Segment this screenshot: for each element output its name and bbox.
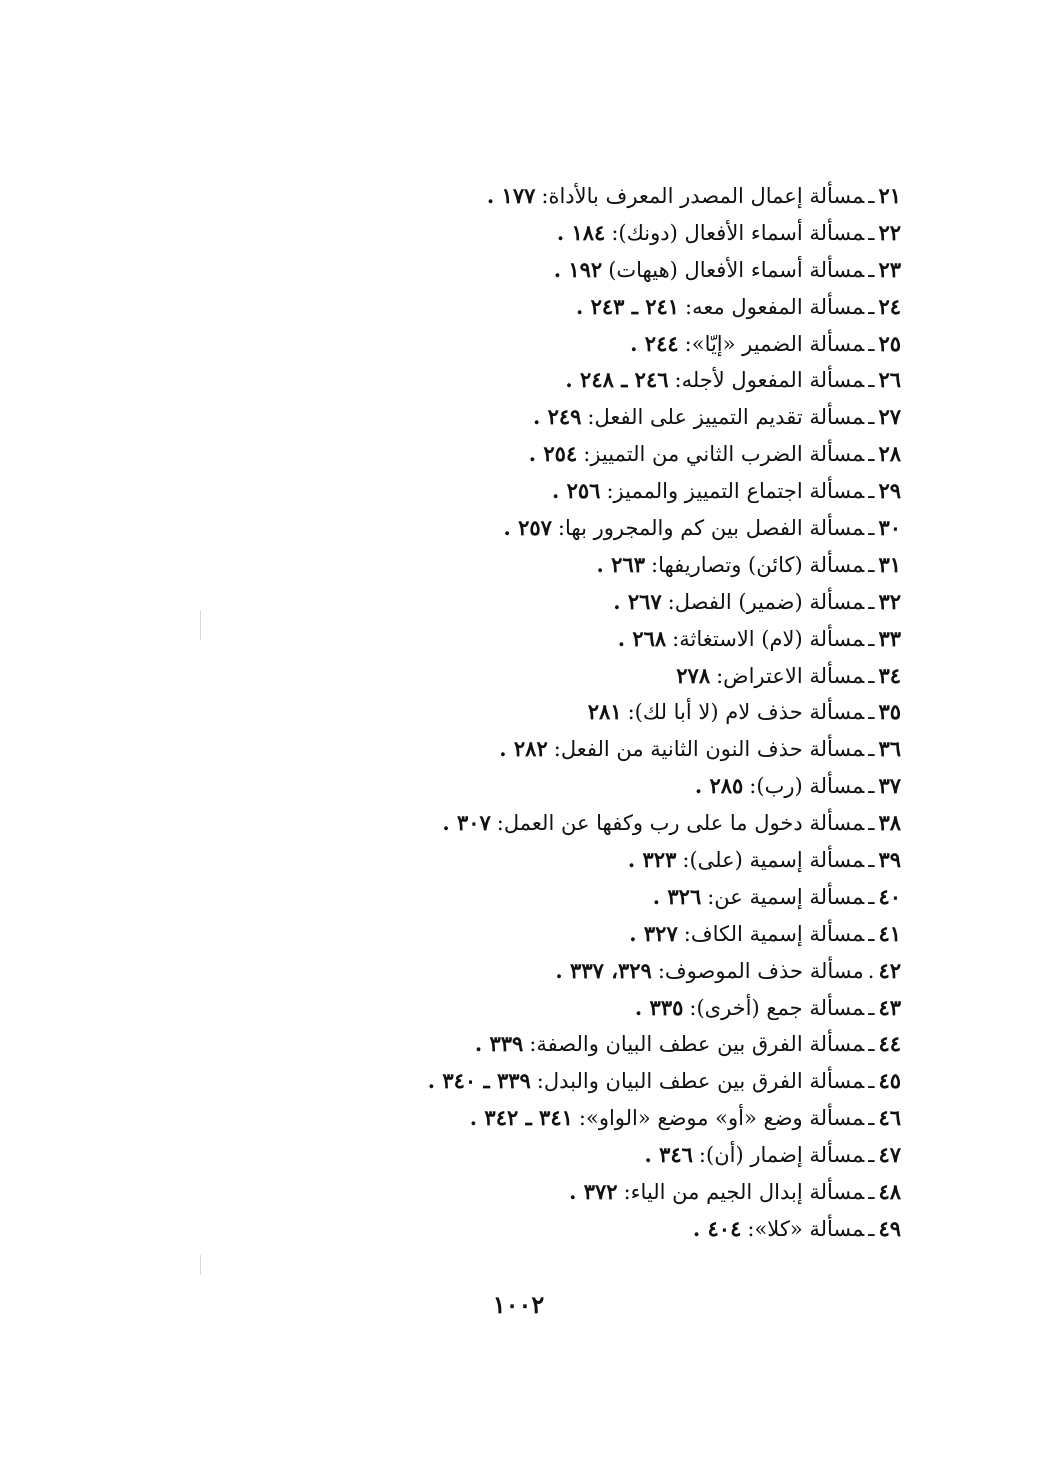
list-item (141, 215, 901, 252)
entry-title: مسألة (رب): (749, 774, 865, 799)
entry-pages: ٢٤١ ـ ٢٤٣ . (575, 293, 680, 319)
entry-separator: ـ (868, 294, 875, 319)
entry-title: مسألة «كلا»: (747, 1216, 865, 1241)
entry-number: ٣١ (878, 551, 901, 577)
entry-pages: ٣٣٩ . (474, 1031, 524, 1057)
entry-pages: ٤٠٤ . (692, 1215, 742, 1241)
entry-pages: ٣٠٧ . (442, 810, 491, 836)
entry-number: ٣٧ (878, 773, 901, 799)
entry-number: ٣٨ (878, 810, 901, 836)
entry-number: ٤١ (878, 920, 901, 946)
entry-number: ٢١ (878, 183, 901, 208)
list-item (141, 842, 901, 879)
entry-pages: ٢٤٤ . (630, 330, 679, 356)
list-item (141, 1026, 901, 1063)
entry-separator: ـ (868, 589, 875, 614)
entry-pages: ٣٢٣ . (627, 847, 677, 873)
entry-title: مسألة اجتماع التمييز والمميز: (606, 479, 865, 504)
list-item (141, 1137, 901, 1174)
entry-separator: ـ (868, 405, 875, 430)
entry-pages: ١٩٢ . (553, 256, 603, 282)
entry-pages: ٣٤٦ . (644, 1142, 693, 1168)
entry-pages: ٢٤٩ . (532, 404, 582, 430)
list-item (141, 658, 901, 695)
scan-margin-mark (200, 610, 201, 640)
list-item (141, 584, 901, 621)
entry-separator: ـ (868, 368, 875, 393)
entry-title: مسألة (ضمير) الفصل: (667, 589, 865, 614)
entry-separator: ـ (868, 479, 875, 504)
list-item (141, 399, 901, 436)
entry-title: مسألة الفرق بين عطف البيان والصفة: (529, 1032, 865, 1057)
list-item (141, 252, 901, 289)
entry-number: ٤٤ (878, 1031, 901, 1057)
entry-number: ٣٣ (878, 625, 901, 651)
entry-separator: . (867, 958, 875, 983)
entry-separator: ـ (868, 811, 875, 836)
list-item (141, 362, 901, 399)
entry-pages: ٣٢٦ . (652, 883, 702, 909)
entry-separator: ـ (868, 626, 875, 651)
entry-number: ٣٦ (878, 736, 901, 762)
scan-margin-mark (200, 1255, 201, 1275)
page-number: ١٠٠٢ (492, 1290, 545, 1319)
entry-title: مسألة إسمية عن: (707, 884, 865, 909)
entry-pages: ٣٣٩ ـ ٣٤٠ . (427, 1068, 531, 1094)
entry-pages: ١٧٧ . (486, 183, 536, 208)
entry-number: ٢٨ (878, 441, 901, 467)
entry-separator: ـ (868, 737, 875, 762)
entry-title: مسألة وضع «أو» موضع «الواو»: (578, 1106, 865, 1131)
entry-title: مسألة الفرق بين عطف البيان والبدل: (536, 1069, 865, 1094)
entry-separator: ـ (868, 995, 875, 1020)
list-item (141, 289, 901, 326)
entry-title: مسألة أسماء الأفعال (هيهات) (608, 257, 865, 282)
entry-pages: ٣٤١ ـ ٣٤٢ . (469, 1105, 573, 1131)
entry-separator: ـ (868, 257, 875, 282)
entry-title: مسألة جمع (أخرى): (689, 995, 865, 1020)
entry-pages: ٢٥٤ . (528, 441, 578, 467)
entry-title: مسألة دخول ما على رب وكفها عن العمل: (496, 811, 865, 836)
entry-separator: ـ (868, 331, 875, 356)
entry-pages: ٣٢٧ . (629, 920, 678, 946)
entry-number: ٤٢ (878, 957, 901, 983)
entry-separator: ـ (868, 1069, 875, 1094)
entry-pages: ١٨٤ . (556, 219, 606, 245)
entry-pages: ٣٢٩، ٣٣٧ . (555, 957, 652, 983)
list-item (141, 621, 901, 658)
list-item (141, 953, 901, 990)
entry-separator: ـ (868, 220, 875, 245)
entry-title: مسألة تقديم التمييز على الفعل: (587, 405, 865, 430)
entry-separator: ـ (868, 516, 875, 541)
entry-pages: ٣٣٥ . (634, 994, 684, 1020)
entry-number: ٢٦ (878, 367, 901, 393)
entry-title: مسألة المفعول معه: (685, 294, 865, 319)
entry-pages: ٢٦٨ . (617, 625, 667, 651)
list-item (141, 1211, 901, 1248)
list-item (141, 916, 901, 953)
entry-title: مسألة إسمية (على): (682, 848, 865, 873)
entry-title: مسألة الضمير «إيّا»: (684, 331, 865, 356)
entry-pages: ٢٥٧ . (503, 515, 552, 541)
entry-pages: ٢٤٦ ـ ٢٤٨ . (565, 367, 669, 393)
entry-number: ٤٧ (878, 1142, 901, 1168)
list-item (141, 990, 901, 1027)
entry-title: مسألة حذف لام (لا أبا لك): (627, 700, 865, 725)
entry-pages: ٢٨٥ . (694, 773, 744, 799)
entry-title: مسألة الضرب الثاني من التمييز: (583, 442, 865, 467)
entry-separator: ـ (868, 774, 875, 799)
entry-title: مسألة إعمال المصدر المعرف بالأداة: (541, 184, 865, 208)
list-item (141, 694, 901, 731)
entry-separator: ـ (868, 921, 875, 946)
entry-separator: ـ (868, 1032, 875, 1057)
entry-number: ٢٥ (878, 330, 901, 356)
entry-number: ٤٨ (878, 1179, 901, 1205)
list-item (141, 1063, 901, 1100)
entry-pages: ٣٧٢ . (569, 1179, 618, 1205)
list-item (141, 731, 901, 768)
list-item (141, 178, 901, 215)
entry-number: ٣٥ (878, 699, 901, 725)
entry-separator: ـ (868, 184, 875, 208)
entry-pages: ٢٧٨ (676, 662, 711, 688)
list-item (141, 879, 901, 916)
entry-title: مسألة إضمار (أن): (698, 1143, 865, 1168)
entry-title: مسألة المفعول لأجله: (674, 368, 865, 393)
entry-separator: ـ (868, 552, 875, 577)
entry-pages: ٢٨٢ . (499, 736, 548, 762)
list-item (141, 805, 901, 842)
entry-number: ٤٠ (878, 883, 901, 909)
entry-number: ٢٧ (878, 404, 901, 430)
entry-number: ٢٣ (878, 256, 901, 282)
list-item (141, 473, 901, 510)
entry-title: مسألة حذف النون الثانية من الفعل: (553, 737, 865, 762)
entry-title: مسألة (لام) الاستغاثة: (672, 626, 865, 651)
entry-title: مسألة الفصل بين كم والمجرور بها: (557, 516, 865, 541)
entry-number: ٢٩ (878, 478, 901, 504)
list-item (141, 1174, 901, 1211)
list-item (141, 510, 901, 547)
entry-number: ٣٤ (878, 662, 901, 688)
list-item (141, 436, 901, 473)
entry-number: ٣٩ (878, 847, 901, 873)
entry-separator: ـ (868, 442, 875, 467)
entry-pages: ٢٥٦ . (552, 478, 601, 504)
entry-separator: ـ (868, 700, 875, 725)
entry-number: ٢٢ (878, 219, 901, 245)
entry-separator: ـ (868, 1106, 875, 1131)
entry-separator: ـ (868, 663, 875, 688)
entry-number: ٤٦ (878, 1105, 901, 1131)
list-item (141, 1100, 901, 1137)
entry-title: مسألة إسمية الكاف: (683, 921, 865, 946)
entry-title: مسألة (كائن) وتصاريفها: (651, 552, 865, 577)
entry-pages: ٢٨١ (587, 699, 622, 725)
entry-number: ٣٠ (878, 515, 901, 541)
entry-number: ٣٢ (878, 588, 901, 614)
entry-number: ٢٤ (878, 293, 901, 319)
entry-number: ٤٩ (878, 1215, 901, 1241)
entry-pages: ٢٦٧ . (613, 588, 662, 614)
entries-list (141, 178, 901, 1248)
list-item (141, 326, 901, 363)
list-item (141, 768, 901, 805)
entry-title: مسألة الاعتراض: (716, 663, 865, 688)
entry-separator: ـ (868, 1143, 875, 1168)
entry-number: ٤٥ (878, 1068, 901, 1094)
list-item (141, 547, 901, 584)
entry-pages: ٢٦٣ . (596, 551, 646, 577)
entry-separator: ـ (868, 884, 875, 909)
entry-title: مسألة حذف الموصوف: (657, 958, 864, 983)
entry-title: مسألة إبدال الجيم من الياء: (623, 1180, 865, 1205)
entry-separator: ـ (868, 1216, 875, 1241)
entry-title: مسألة أسماء الأفعال (دونك): (611, 220, 865, 245)
entry-separator: ـ (868, 1180, 875, 1205)
entry-number: ٤٣ (878, 994, 901, 1020)
entry-separator: ـ (868, 848, 875, 873)
